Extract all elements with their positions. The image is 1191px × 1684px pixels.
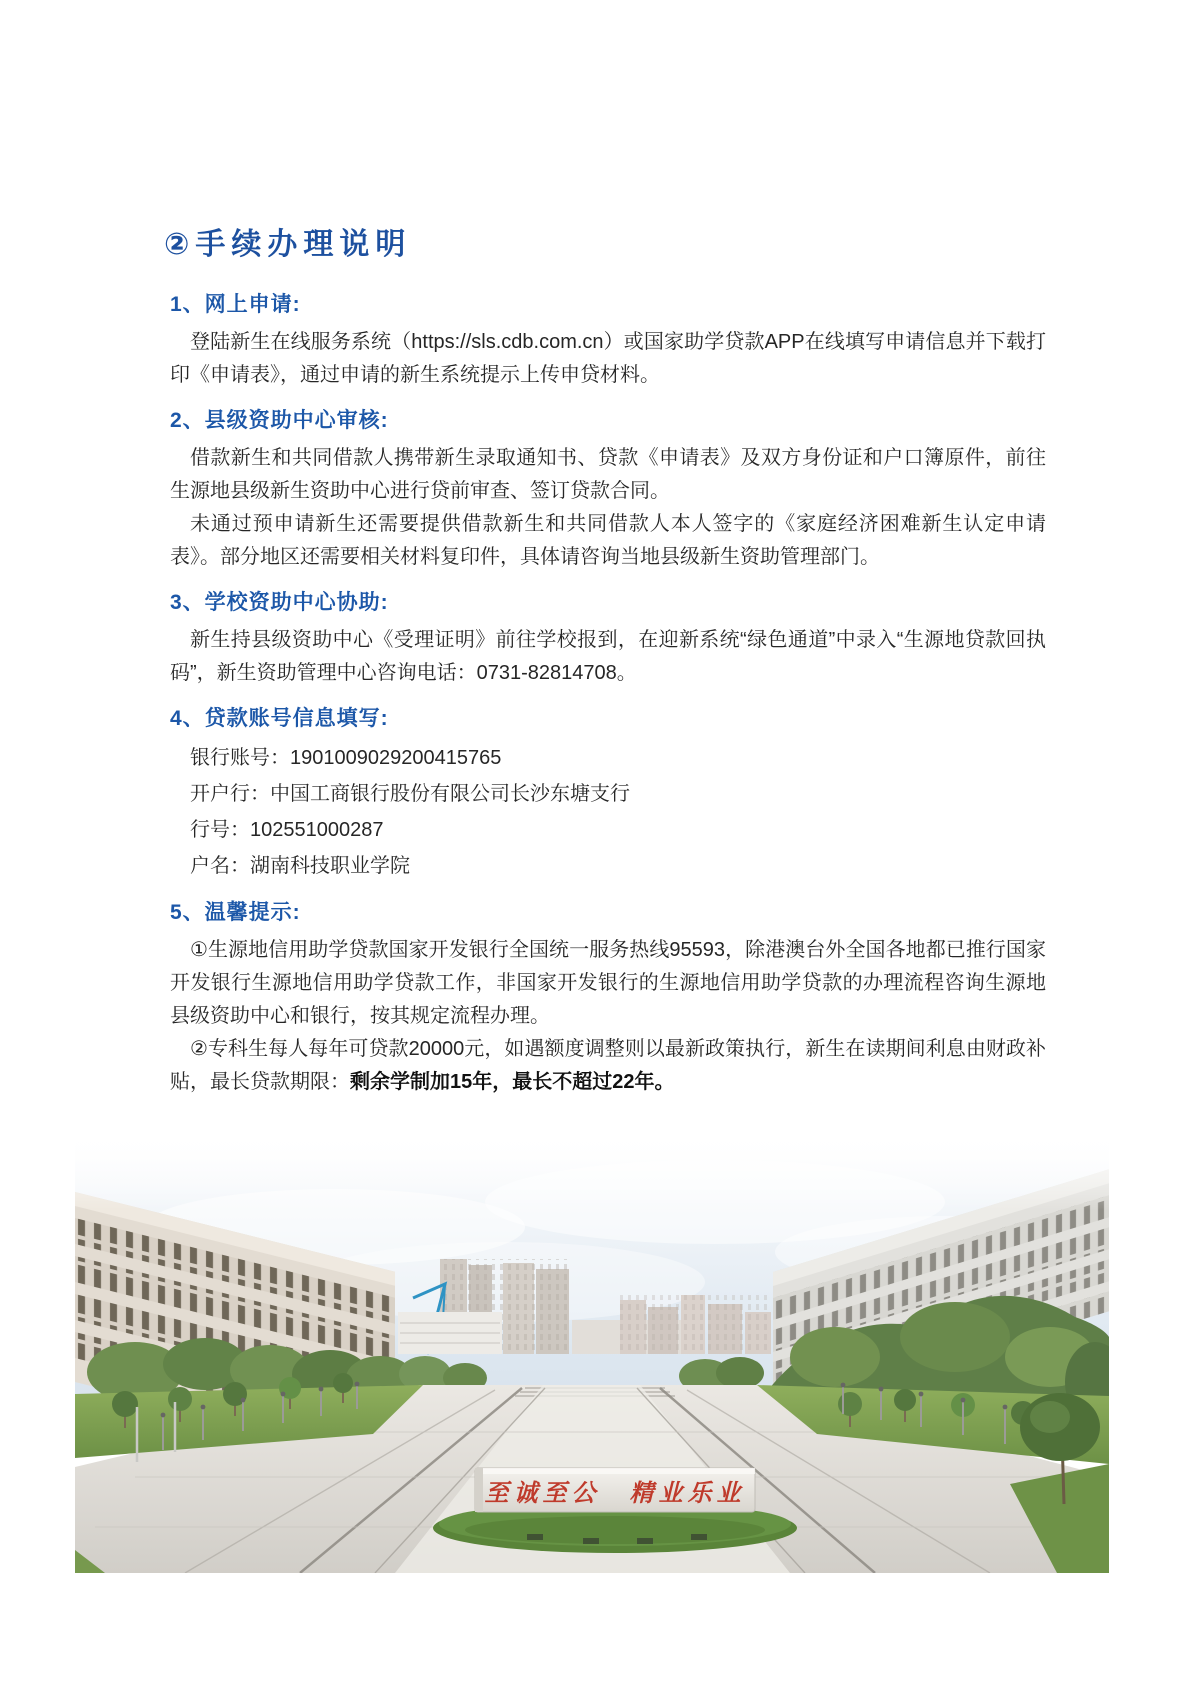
section-5-paragraph-2 <box>170 1033 1046 1099</box>
section-1-body <box>170 326 1046 392</box>
section-4-body <box>170 740 1046 884</box>
section-school-center-assist <box>170 590 1046 690</box>
tip-2-bold-text: 剩余学制加15年，最长不超过22年。 <box>350 1071 675 1093</box>
section-2-body <box>170 442 1046 574</box>
section-5-paragraph-1: ①生源地信用助学贷款国家开发银行全国统一服务热线95593，除港澳台外全国各地都已推行国家开发银行生源地信用助学贷款工作，非国家开发银行的生源地信用助学贷款的办理流程咨询生源地县级资助中心和银行，按其规定流程办理。 <box>170 939 1046 1027</box>
campus-photo <box>75 1132 1109 1573</box>
bank-number-line: 行号：102551000287 <box>190 819 384 841</box>
section-2-heading: 2、县级资助中心审核: <box>170 409 389 432</box>
section-3-heading: 3、学校资助中心协助: <box>170 591 389 614</box>
page-title: ②手续办理说明 <box>164 228 412 261</box>
section-1-heading: 1、网上申请: <box>170 293 301 316</box>
bank-branch-line: 开户行：中国工商银行股份有限公司长沙东塘支行 <box>190 783 630 805</box>
bank-account-line: 银行账号：1901009029200415765 <box>190 747 502 769</box>
tip-2-normal-text: ②专科生每人每年可贷款20000元，如遇额度调整则以最新政策执行，新生在读期间利息由财政补贴，最长贷款期限： <box>170 1038 1046 1093</box>
section-2-paragraph-1: 借款新生和共同借款人携带新生录取通知书、贷款《申请表》及双方身份证和户口簿原件，前往生源地县级新生资助中心进行贷前审查、签订贷款合同。 <box>170 447 1046 502</box>
section-3-body <box>170 624 1046 690</box>
campus-motto-text: 至诚至公 精业乐业 <box>484 1479 746 1507</box>
section-tips <box>170 900 1046 1099</box>
section-1-paragraph-1: 登陆新生在线服务系统（https://sls.cdb.com.cn）或国家助学贷款APP在线填写申请信息并下载打印《申请表》，通过申请的新生系统提示上传申贷材料。 <box>170 331 1046 386</box>
section-5-body <box>170 934 1046 1099</box>
section-loan-account-info <box>170 706 1046 884</box>
section-5-heading: 5、温馨提示: <box>170 901 301 924</box>
section-2-paragraph-2: 未通过预申请新生还需要提供借款新生和共同借款人本人签字的《家庭经济困难新生认定申请表》。部分地区还需要相关材料复印件，具体请咨询当地县级新生资助管理部门。 <box>170 513 1046 568</box>
section-4-heading: 4、贷款账号信息填写: <box>170 707 389 730</box>
account-name-line: 户名：湖南科技职业学院 <box>190 855 410 877</box>
campus-photo-illustration <box>75 1132 1109 1573</box>
section-online-application <box>170 292 1046 392</box>
section-3-paragraph-1: 新生持县级资助中心《受理证明》前往学校报到，在迎新系统“绿色通道”中录入“生源地贷款回执码”，新生资助管理中心咨询电话：0731-82814708。 <box>170 629 1046 684</box>
section-county-center-review <box>170 408 1046 574</box>
